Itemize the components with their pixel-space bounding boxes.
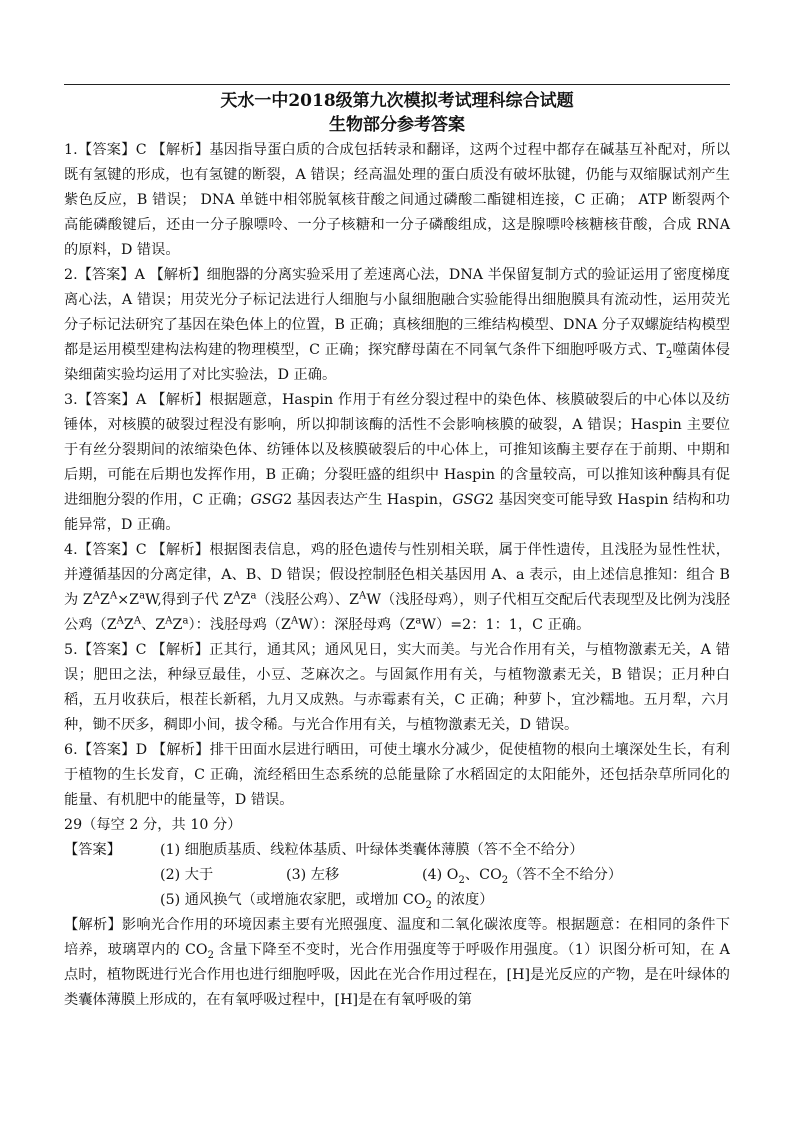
question-29-heading: 29（每空 2 分，共 10 分） — [64, 817, 242, 833]
header-rule — [64, 84, 730, 85]
question-3: 3.【答案】A 【解析】根据题意，Haspin 作用于有丝分裂过程中的染色体、核膜破裂后的中心体以及纺锤体，对核膜的破裂过程没有影响，所以抑制该酶的活性不会影响核膜的破裂，A 错误；Haspin 主要位于有丝分裂期间的浓缩染色体、纺锤体以及核膜破裂后的中心体上，可推知该酶主要存在于前期、中期和后期，可能在后期也发挥作用，B 正确；分裂旺盛的组织中 Haspin 的含量较高，可以推知该种酶具有促进细胞分裂的作用，C 正确；GSG2 基因表达产生 Haspin，GSG2 基因突变可能导致 Haspin 结构和功能异常，D 正确。 — [64, 392, 730, 533]
question-4: 4.【答案】C 【解析】根据图表信息，鸡的胫色遗传与性别相关联，属于伴性遗传，且浅胫为显性性状，并遵循基因的分离定律，A、B、D 错误；假设控制胫色相关基因用 A、a 表示，由上述信息推知：组合 B 为 $Z^AZ^A\times Z^aW$,得到子代 $Z^AZ^a$（浅胫公鸡）、$Z^AW$（浅胫母鸡），则子代相互交配后代表现型及比例为浅胫公鸡（$Z^AZ^A$、$Z^AZ^a$）：浅胫母鸡$(Z^AW)$：深胫母鸡$(Z^aW)=2$：1：1，C 正确。 — [64, 542, 730, 633]
answer-line-2 — [160, 863, 730, 888]
answer-2: (2) 大于 — [160, 867, 214, 883]
page-subtitle: 生物部分参考答案 — [329, 115, 465, 135]
question-29-explanation: 【解析】影响光合作用的环境因素主要有光照强度、温度和二氧化碳浓度等。根据题意：在相同的条件下培养，玻璃罩内的 $CO_2$ 含量下降至不变时，光合作用强度等于呼吸作用强度。（1）识图分析可知，在 A 点时，植物既进行光合作用也进行细胞呼吸，因此在光合作用过程在，[H]是光反应的产物，是在叶绿体的类囊体薄膜上形成的，在有氧呼吸过程中，[H]是在有氧呼吸的第 — [64, 917, 730, 1008]
answer-body — [64, 138, 730, 1013]
answer-label: 【答案】 — [64, 842, 121, 858]
answer-4: (4) $O_2$、$CO_2$（答不全不给分） — [422, 867, 623, 886]
document-page — [64, 84, 730, 1013]
answer-line-3: (5) 通风换气（或增施农家肥，或增加 $CO_2$ 的浓度） — [160, 892, 494, 911]
question-6: 6.【答案】D 【解析】排干田面水层进行晒田，可使土壤水分减少，促使植物的根向土壤深处生长，有利于植物的生长发育，C 正确，流经稻田生态系统的总能量除了水稻固定的太阳能外，还包括杂草所同化的能量、有机肥中的能量等，D 错误。 — [64, 742, 730, 808]
page-title: 天水一中2018级第九次模拟考试理科综合试题 — [220, 91, 574, 111]
question-5: 5.【答案】C 【解析】正其行，通其风；通风见日，实大而美。与光合作用有关，与植物激素无关，A 错误；肥田之法，种绿豆最佳，小豆、芝麻次之。与固氮作用有关，与植物激素无关，B 错误；正月种白稻，五月收获后，根茬长新稻，九月又成熟。与赤霉素有关，C 正确；种萝卜，宜沙糯地。五月犁，六月种，锄不厌多，稠即小间，拔令稀。与光合作用有关，与植物激素无关，D 错误。 — [64, 642, 730, 733]
question-2: 2.【答案】A 【解析】细胞器的分离实验采用了差速离心法，DNA 半保留复制方式的验证运用了密度梯度离心法，A 错误；用荧光分子标记法进行人细胞与小鼠细胞融合实验能得出细胞膜具有流动性，运用荧光分子标记法研究了基因在染色体上的位置，B 正确；真核细胞的三维结构模型、DNA 分子双螺旋结构模型都是运用模型建构法构建的物理模型，C 正确；探究酵母菌在不同氧气条件下细胞呼吸方式、$T_2$噬菌体侵染细菌实验均运用了对比实验法，D 正确。 — [64, 267, 731, 383]
answer-line-1: (1) 细胞质基质、线粒体基质、叶绿体类囊体薄膜（答不全不给分） — [160, 842, 584, 858]
question-1: 1.【答案】C 【解析】基因指导蛋白质的合成包括转录和翻译，这两个过程中都存在碱基互补配对，所以既有氢键的形成，也有氢键的断裂，A 错误；经高温处理的蛋白质没有破坏肽键，仍能与双缩脲试剂产生紫色反应，B 错误； DNA 单链中相邻脱氧核苷酸之间通过磷酸二酯键相连接，C 正确； ATP 断裂两个高能磷酸键后，还由一分子腺嘌呤、一分子核糖和一分子磷酸组成，这是腺嘌呤核糖核苷酸，合成 RNA 的原料，D 错误。 — [64, 142, 730, 258]
question-29-answers — [64, 838, 730, 913]
answer-3: (3) 左移 — [286, 867, 340, 883]
